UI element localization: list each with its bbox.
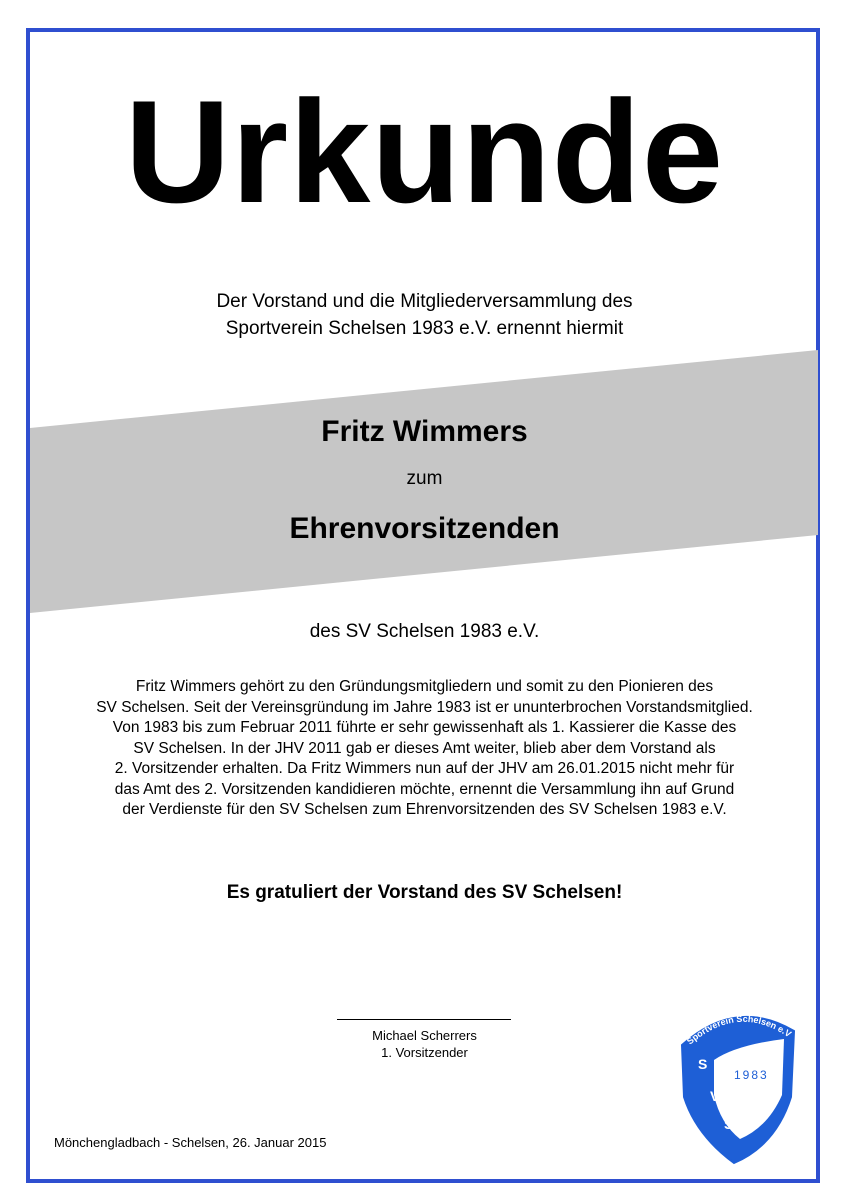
honoree-name: Fritz Wimmers [321,415,528,448]
signature-line [337,1019,511,1020]
congratulations-text: Es gratuliert der Vorstand des SV Schelsen! [226,882,623,903]
intro-text [0,288,849,342]
connector-text: zum [406,468,443,489]
club-logo [676,1005,800,1165]
citation-line: 2. Vorsitzender erhalten. Da Fritz Wimmers nun auf der JHV am 26.01.2015 nicht mehr für [114,760,735,777]
citation-line: SV Schelsen. In der JHV 2011 gab er dieses Amt weiter, blieb aber dem Vorstand als [133,739,716,757]
logo-letter-v: V [710,1088,720,1104]
logo-year: 1983 [734,1068,769,1082]
club-line: des SV Schelsen 1983 e.V. [309,621,540,642]
honor-title: Ehrenvorsitzenden [289,512,560,545]
document-title: Urkunde [124,70,725,233]
citation-line: das Amt des 2. Vorsitzenden kandidieren möchte, ernennt die Versammlung ihn auf Grund [114,780,735,798]
signature-block [300,1027,549,1061]
citation-paragraph [40,677,809,821]
citation-line: Fritz Wimmers gehört zu den Gründungsmitgliedern und somit zu den Pionieren des [135,678,714,695]
logo-letter-s: S [698,1056,708,1072]
citation-line: SV Schelsen. Seit der Vereinsgründung im Jahre 1983 ist er ununterbrochen Vorstandsmitglied. [96,698,753,716]
intro-line: Sportverein Schelsen 1983 e.V. ernennt hiermit [225,318,624,339]
logo-arc-text: Sportverein Schelsen e.V [684,1013,793,1047]
signatory-role: 1. Vorsitzender [381,1045,468,1060]
citation-line: Von 1983 bis zum Februar 2011 führte er sehr gewissenhaft als 1. Kassierer die Kasse des [112,719,737,736]
logo-letter-s2: S [724,1116,734,1132]
intro-line: Der Vorstand und die Mitgliederversammlung des [216,291,633,312]
place-and-date: Mönchengladbach - Schelsen, 26. Januar 2015 [54,1135,327,1150]
signatory-name: Michael Scherrers [372,1028,477,1043]
citation-line: der Verdienste für den SV Schelsen zum Ehrenvorsitzenden des SV Schelsen 1983 e.V. [122,801,727,818]
